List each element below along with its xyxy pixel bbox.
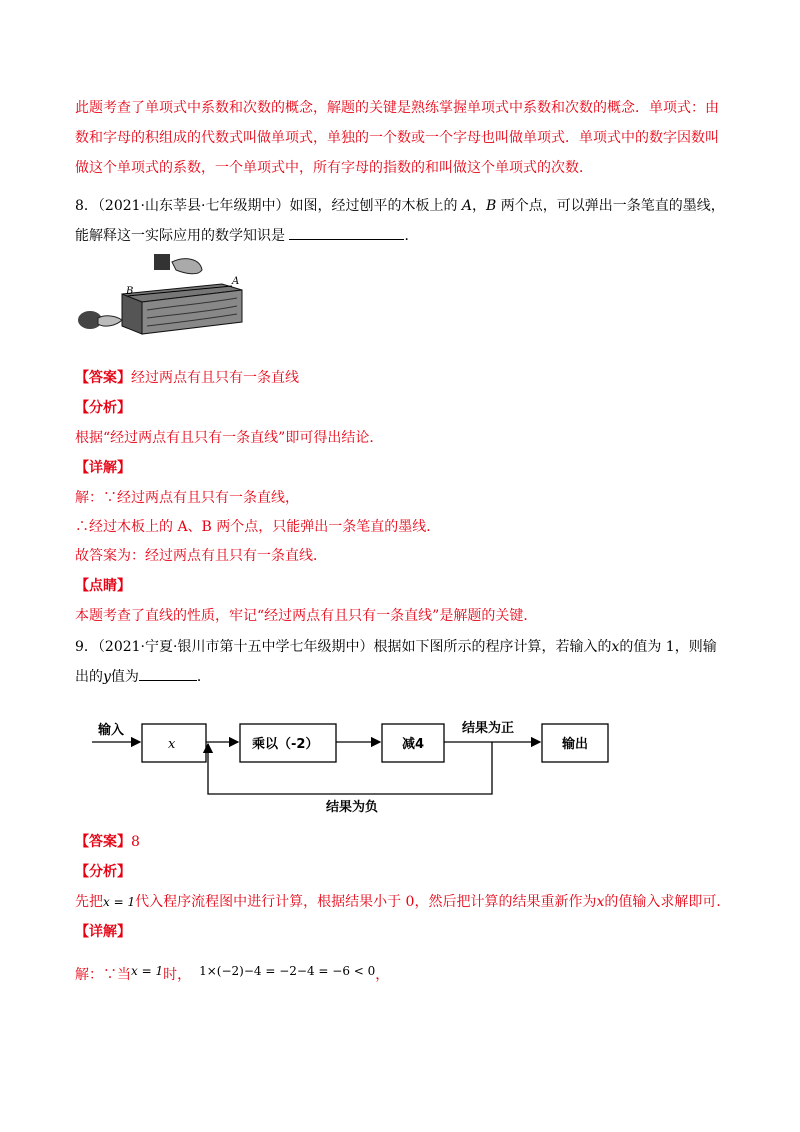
q8-line-2 bbox=[75, 226, 418, 246]
q8-analysis: 根据“经过两点有且只有一条直线”即可得出结论． bbox=[75, 430, 384, 446]
q8-detail-3: 故答案为：经过两点有且只有一条直线． bbox=[75, 548, 327, 564]
q9-text-a: 根据如下图所示的程序计算，若输入的 bbox=[373, 639, 612, 655]
wooden-board-image bbox=[72, 248, 247, 348]
board-label-a: A bbox=[232, 276, 240, 287]
q9-answer-line bbox=[75, 832, 140, 852]
q9-analysis-tag: 【分析】 bbox=[75, 864, 131, 880]
q8-separator: ， bbox=[472, 198, 487, 214]
q9-analysis-x: x bbox=[596, 894, 605, 910]
program-flowchart bbox=[90, 712, 630, 822]
q9-text-b: 的值为 1，则输 bbox=[619, 639, 717, 655]
q9-analysis-eq: x = 1 bbox=[103, 895, 136, 909]
q8-source: （2021·山东莘县·七年级期中） bbox=[97, 198, 290, 214]
q9-analysis-c: 的值输入求解即可． bbox=[604, 894, 731, 910]
flow-box-output-label: 输出 bbox=[562, 737, 589, 752]
flow-box-subtract-label: 减4 bbox=[402, 737, 425, 752]
q9-detail-calc: 1×(−2)−4 = −2−4 = −6 < 0 bbox=[199, 964, 376, 978]
q9-answer-tag: 【答案】 bbox=[75, 834, 131, 850]
q8-detail-2: ∴经过木板上的 A、B 两个点，只能弹出一条笔直的墨线． bbox=[75, 519, 441, 535]
q8-answer-line bbox=[75, 368, 299, 388]
flow-input-label: 输入 bbox=[98, 723, 125, 738]
q8-number: 8． bbox=[75, 198, 98, 214]
q8-point-a: A bbox=[461, 198, 473, 214]
q9-var-x: x bbox=[611, 639, 620, 655]
q9-text-d: 值为 bbox=[110, 669, 139, 685]
q9-text-c: 出的 bbox=[75, 669, 103, 685]
ink-box-icon bbox=[154, 254, 170, 270]
q9-line-2 bbox=[75, 667, 211, 687]
board-label-b: B bbox=[126, 286, 134, 297]
flow-box-x-label: x bbox=[168, 737, 176, 752]
q8-analysis-tag: 【分析】 bbox=[75, 400, 131, 416]
q9-analysis-b: 代入程序流程图中进行计算，根据结果小于 0，然后把计算的结果重新作为 bbox=[135, 894, 597, 910]
q8-text-b: 两个点，可以弹出一条笔直的墨线， bbox=[496, 198, 725, 214]
q9-source: （2021·宁夏·银川市第十五中学七年级期中） bbox=[97, 639, 374, 655]
q9-var-y: y bbox=[103, 669, 111, 685]
q9-answer-blank bbox=[139, 680, 197, 681]
q8-detail-tag: 【详解】 bbox=[75, 460, 131, 476]
q9-analysis-a: 先把 bbox=[75, 894, 103, 910]
q9-detail-tag: 【详解】 bbox=[75, 924, 131, 940]
flow-negative-label: 结果为负 bbox=[326, 800, 379, 815]
q9-detail-a: 解：∵当 bbox=[75, 967, 131, 983]
q8-answer: 经过两点有且只有一条直线 bbox=[131, 370, 299, 386]
q8-line-1 bbox=[75, 196, 725, 216]
q9-detail-b: 时， bbox=[163, 967, 192, 983]
intro-line-1: 此题考查了单项式中系数和次数的概念，解题的关键是熟练掌握单项式中系数和次数的概念．单项式：由 bbox=[75, 100, 719, 116]
q9-line-1 bbox=[75, 637, 717, 657]
hand-left-icon bbox=[98, 316, 122, 326]
q9-detail-c: ， bbox=[375, 967, 390, 983]
hand-top-icon bbox=[172, 259, 202, 274]
q9-analysis bbox=[75, 892, 730, 912]
q8-period: ． bbox=[404, 228, 419, 244]
q9-period: ． bbox=[196, 669, 211, 685]
q8-answer-tag: 【答案】 bbox=[75, 370, 131, 386]
q9-answer: 8 bbox=[131, 834, 140, 850]
q8-comment-tag: 【点睛】 bbox=[75, 578, 131, 594]
intro-line-3: 做这个单项式的系数，一个单项式中，所有字母的指数的和叫做这个单项式的次数． bbox=[75, 160, 593, 176]
q9-number: 9． bbox=[75, 639, 98, 655]
intro-line-2: 数和字母的积组成的代数式叫做单项式，单独的一个数或一个字母也叫做单项式．单项式中的数字因数叫 bbox=[75, 130, 719, 146]
q8-answer-blank bbox=[289, 239, 404, 240]
flow-positive-label: 结果为正 bbox=[462, 721, 515, 736]
q8-detail-1: 解：∵经过两点有且只有一条直线， bbox=[75, 490, 299, 506]
q8-point-b: B bbox=[486, 198, 497, 214]
q9-detail-eq: x = 1 bbox=[131, 964, 164, 978]
q8-text-a: 如图，经过刨平的木板上的 bbox=[289, 198, 462, 214]
flow-box-multiply-label: 乘以（-2） bbox=[252, 737, 319, 752]
q9-detail-1 bbox=[75, 961, 389, 985]
q8-comment: 本题考查了直线的性质，牢记“经过两点有且只有一条直线”是解题的关键． bbox=[75, 608, 538, 624]
q8-text-c: 能解释这一实际应用的数学知识是 bbox=[75, 228, 290, 244]
